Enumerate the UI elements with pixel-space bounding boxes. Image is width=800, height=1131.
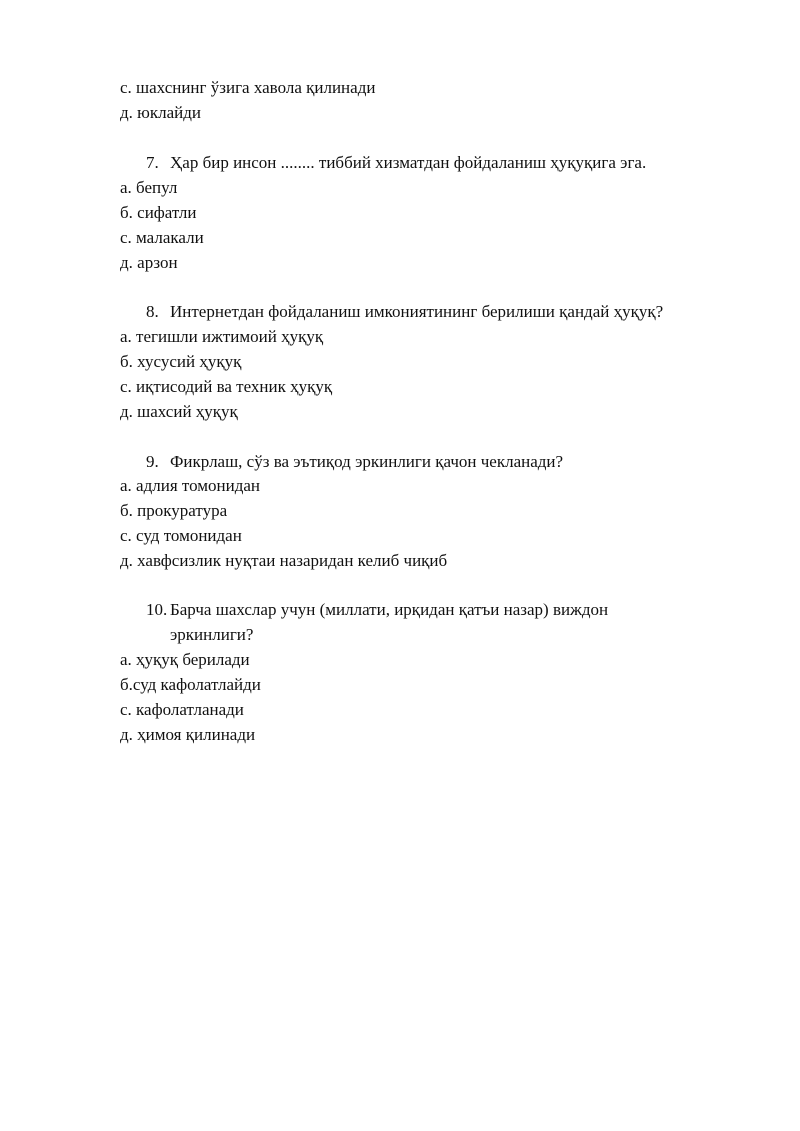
question-7-option-c: с. малакали	[120, 228, 204, 247]
question-text: Фикрлаш, сўз ва эътиқод эркинлиги қачон чекланади?	[170, 452, 564, 471]
question-10-option-c: с. кафолатланади	[120, 700, 244, 719]
question-7-option-b: б. сифатли	[120, 203, 197, 222]
question-8-option-a: а. тегишли ижтимоий ҳуқуқ	[120, 327, 324, 346]
question-10-option-a: а. ҳуқуқ берилади	[120, 650, 250, 669]
question-text: Барча шахслар учун (миллати, ирқидан қатъи назар) виждон	[170, 600, 609, 619]
question-number: 8.	[146, 302, 159, 321]
question-text: Интернетдан фойдаланиш имкониятининг берилиши қандай ҳуқуқ?	[170, 302, 664, 321]
question-text: Ҳар бир инсон ........ тиббий хизматдан фойдаланиш ҳуқуқига эга.	[170, 153, 647, 172]
question-7-option-a: а. бепул	[120, 178, 178, 197]
question-number: 10.	[146, 600, 168, 619]
question-10-option-b: б.суд кафолатлайди	[120, 675, 261, 694]
question-9-option-d: д. хавфсизлик нуқтаи назаридан келиб чиқиб	[120, 551, 448, 570]
option-c: с. шахснинг ўзига хавола қилинади	[120, 78, 376, 97]
question-number: 9.	[146, 452, 159, 471]
question-9-option-b: б. прокуратура	[120, 501, 228, 520]
question-9-option-a: а. адлия томонидан	[120, 476, 261, 495]
question-7-option-d: д. арзон	[120, 253, 178, 272]
question-8-option-d: д. шахсий ҳуқуқ	[120, 402, 238, 421]
option-d: д. юклайди	[120, 103, 201, 122]
question-10-option-d: д. ҳимоя қилинади	[120, 725, 256, 744]
question-8-option-c: с. иқтисодий ва техник ҳуқуқ	[120, 377, 333, 396]
question-9	[146, 451, 563, 473]
question-8-option-b: б. хусусий ҳуқуқ	[120, 352, 242, 371]
question-number: 7.	[146, 153, 159, 172]
question-8	[146, 301, 663, 323]
question-10	[146, 599, 608, 621]
question-7	[146, 152, 646, 174]
question-10-continuation: эркинлиги?	[170, 625, 254, 644]
question-9-option-c: с. суд томонидан	[120, 526, 242, 545]
